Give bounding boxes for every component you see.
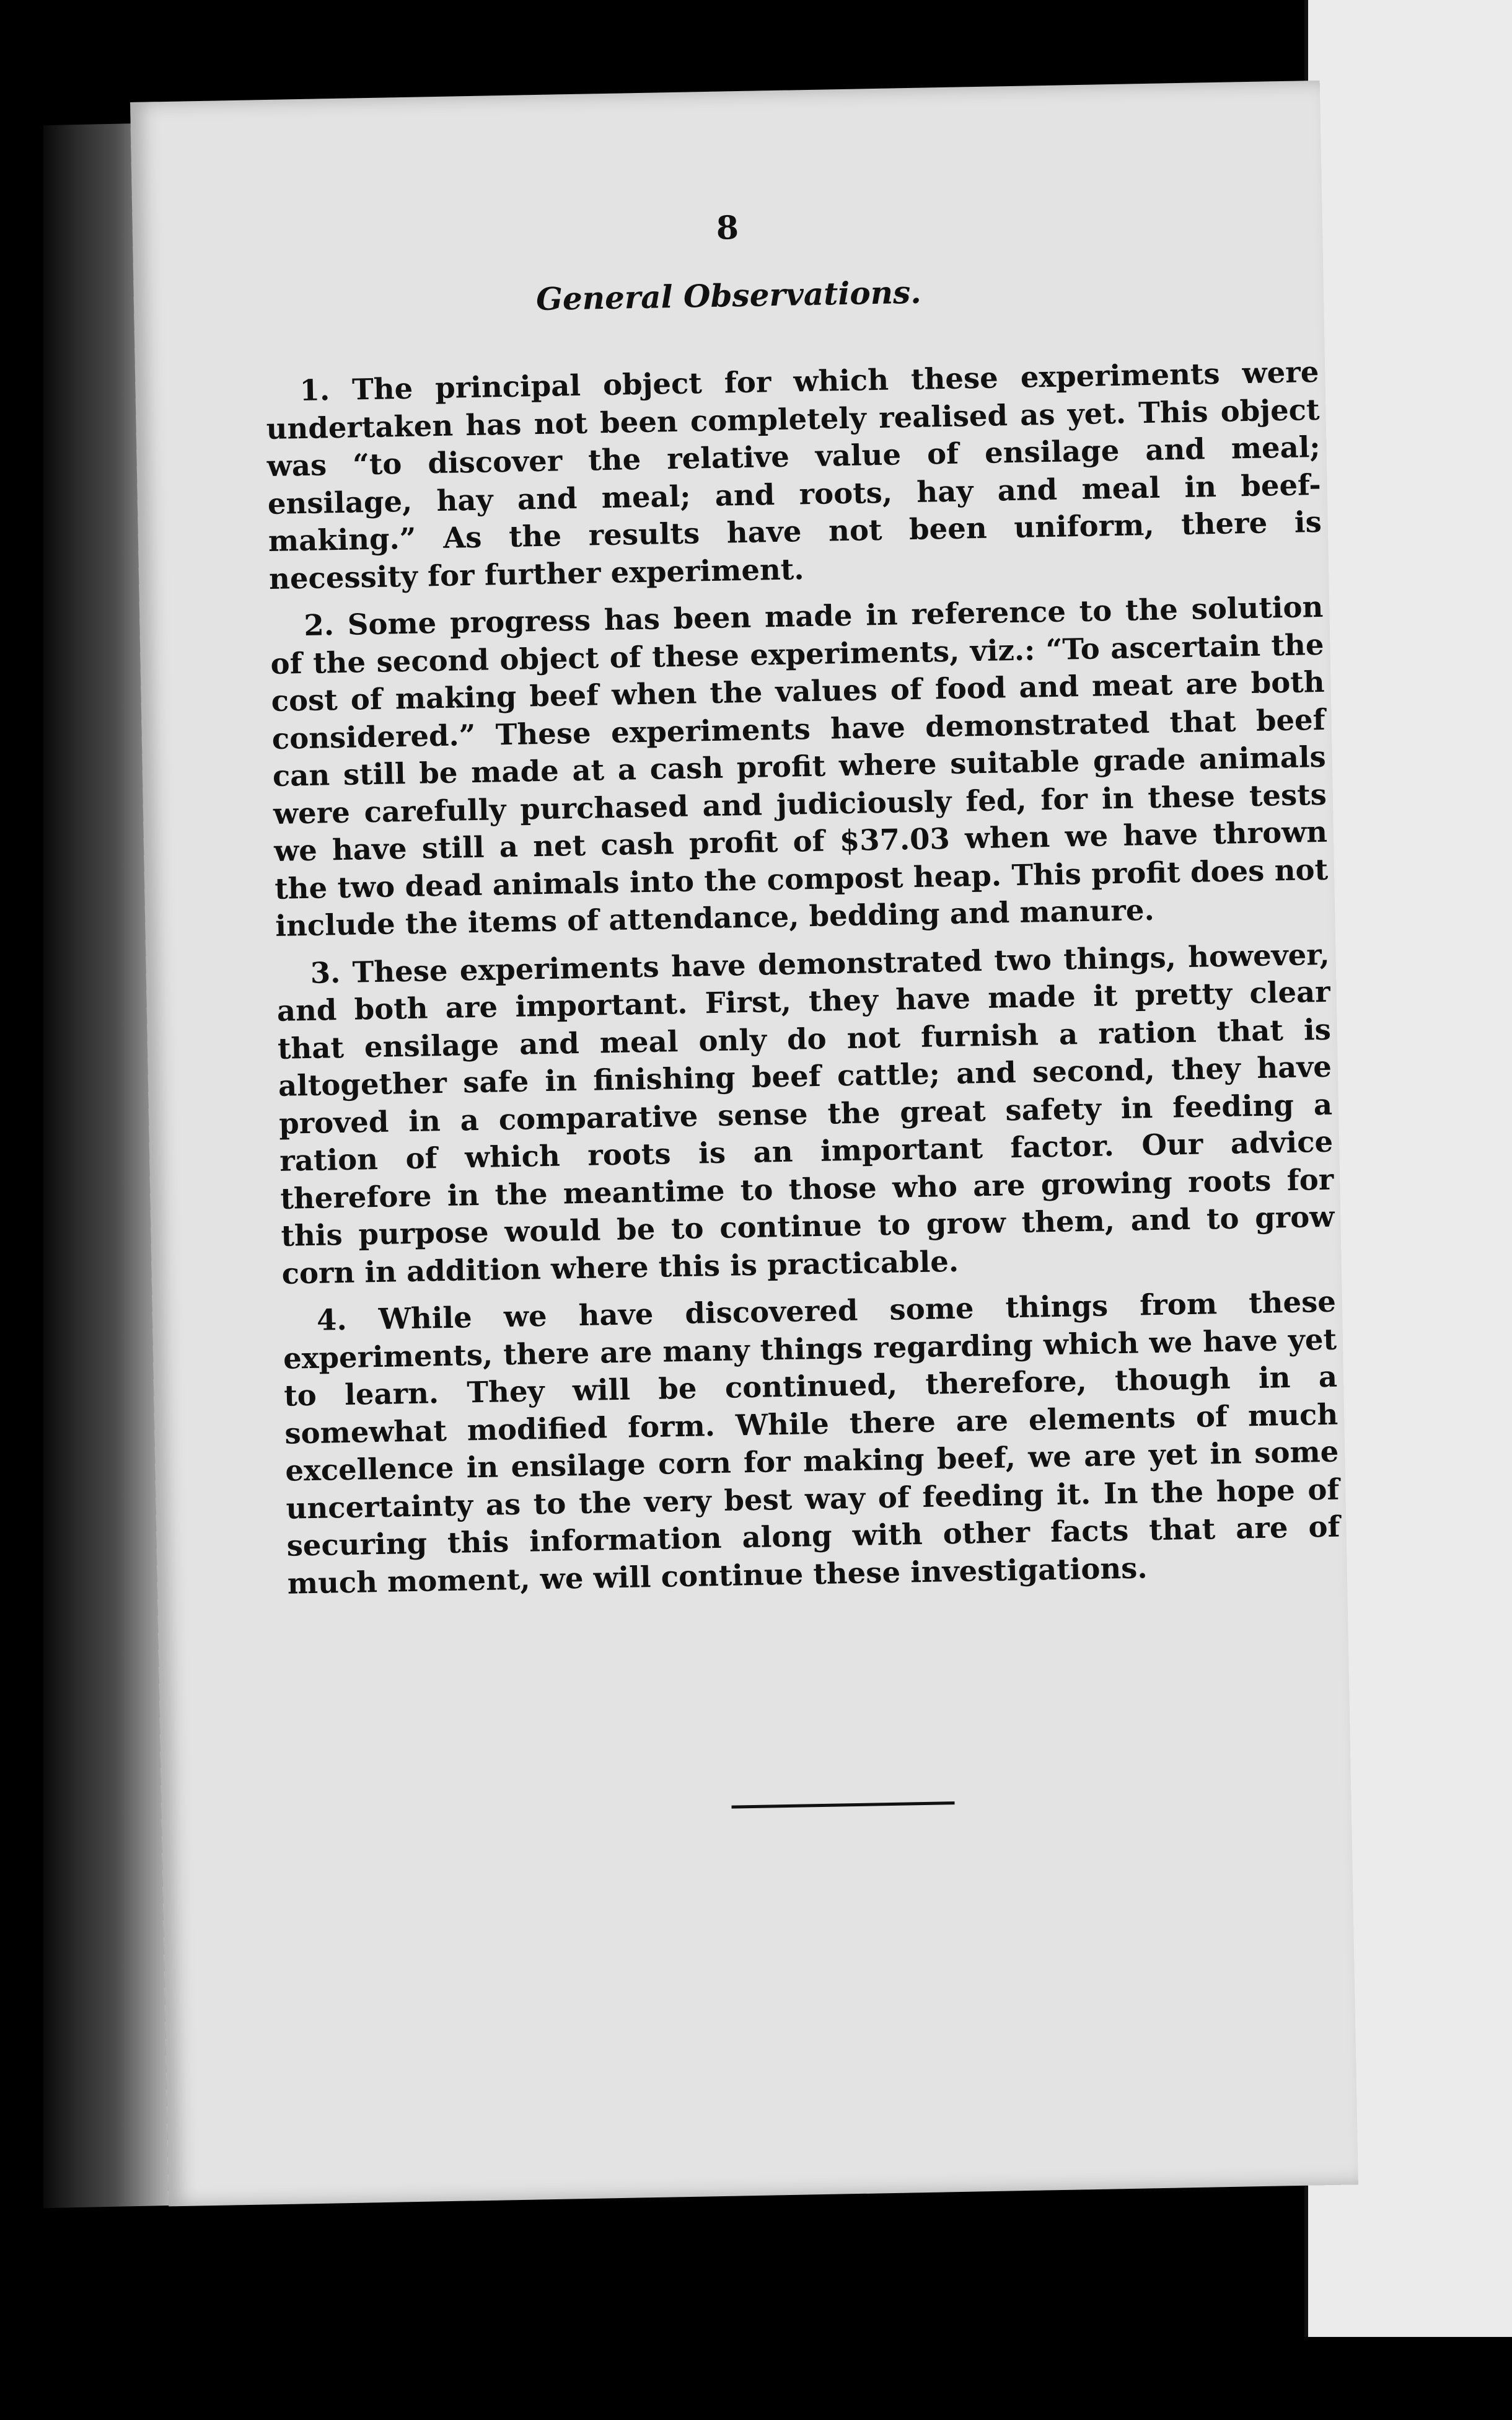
paragraph-4: 4. While we have discovered some things from these experiments, there are many things regarding which we have yet to learn. They will be continued, therefore, though in a somewhat modified form. While there are elements of much excellence in ensilage corn for making beef, we are yet in some uncertainty as to the very best way of feeding it. In the hope of securing this information along with other facts that are of much moment, we will continue these investigations. <box>283 1284 1340 1601</box>
section-title: General Observations. <box>535 273 922 318</box>
paragraph-3: 3. These experiments have demonstrated two things, however, and both are important. First, they have made it pretty clear that ensilage and meal only do not furnish a ration that is altogether safe in finishing beef cattle; and second, they have proved in a comparative sense the great safety in feeding a ration of which roots is an important factor. Our advice therefore in the meantime to those who are growing roots for this purpose would be to continue to grow them, and to grow corn in addition where this is practicable. <box>276 937 1335 1291</box>
paragraph-2: 2. Some progress has been made in reference to the solution of the second object of these experiments, viz.: “To ascertain the cost of making beef when the values of food and meat are both considered.” These experiments have demonstrated that beef can still be made at a cash profit where suitable grade animals were carefully purchased and judiciously fed, for in these tests we have still a net cash profit of $37.03 when we have thrown the two dead animals into the compost heap. This profit does not include the items of attendance, bedding and manure. <box>270 589 1329 943</box>
page-number: 8 <box>716 209 739 247</box>
paragraph-1: 1. The principal object for which these experiments were undertaken has not been completely realised as yet. This object was “to discover the relative value of ensilage and meal; ensilage, hay and meal; and roots, hay and meal in beef-making.” As the results have not been uniform, there is necessity for further experiment. <box>266 354 1322 596</box>
body-text <box>265 353 1341 1612</box>
book-page <box>130 81 1358 2207</box>
section-end-rule <box>732 1801 955 1809</box>
